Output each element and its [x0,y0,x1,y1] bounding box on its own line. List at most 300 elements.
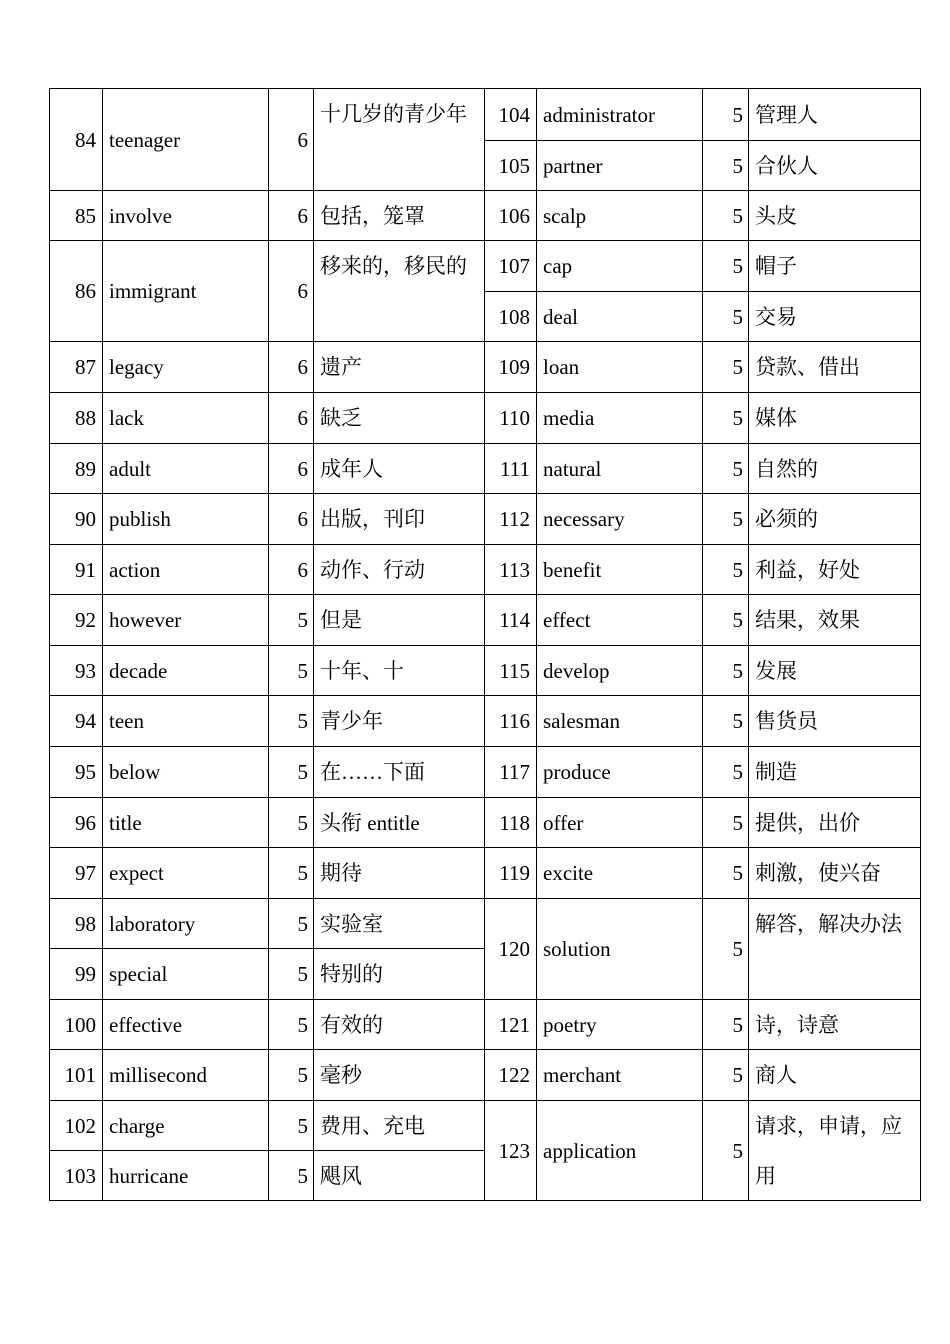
entry-word-text: adult [109,456,151,481]
entry-meaning [748,898,921,999]
entry-meaning-text: 动作、行动 [320,557,425,582]
entry-word [536,443,702,493]
entry-word [536,999,702,1049]
entry-number-text: 86 [75,279,96,303]
entry-frequency [268,240,313,341]
entry-frequency-text: 5 [732,557,743,582]
entry-meaning [748,88,921,140]
entry-frequency-text: 5 [732,937,743,961]
entry-frequency-text: 5 [732,153,743,178]
entry-word [536,544,702,594]
entry-meaning [313,392,484,443]
entry-meaning [748,240,921,291]
entry-word-text: merchant [543,1063,622,1087]
entry-number-text: 118 [499,810,530,835]
entry-number [49,898,102,948]
entry-word [536,341,702,392]
entry-number [49,695,102,746]
entry-meaning [748,190,921,240]
entry-number [49,190,102,240]
entry-word [536,291,702,341]
entry-number-text: 123 [498,1139,530,1163]
entry-number-text: 122 [498,1063,530,1087]
entry-meaning [748,797,921,847]
entry-frequency-text: 6 [297,203,308,228]
entry-word-text: effective [109,1012,183,1037]
entry-meaning-text: 费用、充电 [320,1113,425,1138]
entry-meaning-text: 有效的 [320,1012,383,1037]
entry-number [49,240,102,341]
entry-frequency-text: 5 [732,456,743,481]
entry-word [536,695,702,746]
entry-meaning-text: 媒体 [755,406,797,430]
entry-frequency [268,594,313,645]
entry-word [102,1100,268,1150]
entry-number-text: 95 [75,760,96,784]
entry-frequency [268,544,313,594]
entry-word-text: cap [543,254,573,278]
entry-number-text: 102 [64,1113,96,1138]
entry-meaning [313,493,484,544]
entry-word-text: application [543,1139,637,1163]
entry-word [536,847,702,898]
entry-word [102,645,268,695]
entry-number-text: 121 [498,1012,530,1037]
entry-frequency [702,443,748,493]
entry-number-text: 87 [75,355,96,379]
entry-number [484,493,536,544]
entry-word-text: lack [109,406,144,430]
entry-frequency-text: 5 [732,709,743,733]
entry-number-text: 90 [75,507,96,531]
entry-number [49,392,102,443]
entry-number [484,240,536,291]
entry-frequency [702,645,748,695]
entry-meaning [748,140,921,190]
entry-word-text: teenager [109,127,181,152]
entry-frequency [268,392,313,443]
entry-meaning [313,88,484,190]
entry-frequency [702,140,748,190]
entry-meaning-text: 合伙人 [755,153,818,178]
entry-meaning [313,746,484,797]
entry-meaning [748,695,921,746]
entry-word-text: teen [109,709,144,733]
entry-word [102,746,268,797]
entry-word [102,695,268,746]
entry-frequency-text: 5 [732,1063,743,1087]
entry-number-text: 109 [498,355,530,379]
entry-word [536,898,702,999]
entry-frequency [702,392,748,443]
entry-meaning [748,999,921,1049]
entry-word [536,190,702,240]
entry-frequency-text: 5 [297,608,308,632]
entry-frequency [702,695,748,746]
entry-number-text: 101 [64,1063,96,1087]
entry-number-text: 84 [75,127,96,152]
entry-meaning-text: 自然的 [755,456,818,481]
entry-meaning [313,544,484,594]
entry-meaning-text: 制造 [755,760,797,784]
entry-number [484,797,536,847]
entry-meaning [313,1100,484,1150]
entry-word-text: effect [543,608,591,632]
entry-number [484,594,536,645]
entry-number-text: 120 [498,937,530,961]
entry-frequency-text: 5 [732,355,743,379]
entry-frequency-text: 5 [732,1012,743,1037]
entry-frequency [268,1049,313,1100]
entry-word [102,544,268,594]
entry-number-text: 111 [500,456,530,481]
entry-meaning [748,645,921,695]
entry-frequency-text: 5 [297,1113,308,1138]
entry-number [49,645,102,695]
entry-number [484,999,536,1049]
entry-frequency [702,493,748,544]
entry-number [49,341,102,392]
entry-number-text: 92 [75,608,96,632]
entry-number [49,1049,102,1100]
entry-frequency-text: 5 [732,1139,743,1163]
entry-word [102,443,268,493]
entry-meaning [313,594,484,645]
entry-number [484,392,536,443]
entry-number-text: 119 [499,861,530,885]
entry-number [49,493,102,544]
entry-word [102,847,268,898]
entry-number [49,1100,102,1150]
entry-meaning-text: 头衔 entitle [320,810,420,835]
entry-frequency [702,847,748,898]
entry-number-text: 104 [498,102,530,127]
entry-word [102,797,268,847]
entry-word [536,493,702,544]
entry-word-text: administrator [543,102,655,127]
entry-word [102,493,268,544]
entry-meaning-text: 刺激，使兴奋 [755,861,881,885]
entry-number [49,948,102,999]
entry-frequency-text: 6 [297,279,308,303]
entry-meaning-text: 必须的 [755,507,818,531]
entry-number [49,1150,102,1201]
entry-word-text: expect [109,861,164,885]
entry-meaning [748,847,921,898]
entry-number [484,88,536,140]
entry-frequency-text: 6 [297,507,308,531]
entry-number [49,443,102,493]
entry-number-text: 96 [75,810,96,835]
entry-meaning-text: 移来的，移民的 [320,254,467,278]
entry-frequency-text: 5 [732,658,743,683]
entry-word [536,1049,702,1100]
entry-frequency [702,88,748,140]
entry-meaning [748,594,921,645]
entry-word-text: decade [109,658,168,683]
entry-number [49,999,102,1049]
entry-word [102,594,268,645]
entry-word-text: poetry [543,1012,597,1037]
entry-word-text: special [109,962,168,986]
entry-meaning [313,240,484,341]
entry-meaning-text: 期待 [320,861,362,885]
entry-frequency-text: 5 [732,810,743,835]
entry-meaning [313,797,484,847]
entry-word-text: below [109,760,161,784]
entry-meaning-text: 管理人 [755,102,818,127]
entry-meaning-text: 实验室 [320,911,383,936]
entry-meaning [313,948,484,999]
entry-word [536,240,702,291]
entry-number [49,797,102,847]
entry-number-text: 105 [498,153,530,178]
entry-number [484,291,536,341]
entry-frequency [268,493,313,544]
entry-meaning-text: 诗，诗意 [755,1012,839,1037]
entry-number [49,88,102,190]
entry-word-text: develop [543,658,610,683]
entry-word-text: immigrant [109,279,197,303]
entry-frequency-text: 5 [732,102,743,127]
entry-meaning-text: 遗产 [320,355,362,379]
entry-meaning [748,1049,921,1100]
entry-meaning [748,544,921,594]
entry-word-text: media [543,406,595,430]
entry-frequency-text: 5 [732,507,743,531]
entry-number-text: 94 [75,709,96,733]
entry-frequency [702,341,748,392]
entry-frequency-text: 5 [297,911,308,936]
entry-number-text: 100 [64,1012,96,1037]
entry-word [536,88,702,140]
entry-frequency-text: 5 [732,406,743,430]
entry-number [49,594,102,645]
entry-meaning-text: 帽子 [755,254,797,278]
entry-meaning-text: 成年人 [320,456,383,481]
entry-number [484,746,536,797]
entry-number-text: 113 [499,557,530,582]
entry-meaning [313,695,484,746]
entry-word [102,1049,268,1100]
entry-number [484,443,536,493]
entry-word [102,898,268,948]
entry-meaning [313,190,484,240]
entry-frequency-text: 5 [732,608,743,632]
entry-word-text: loan [543,355,580,379]
entry-frequency-text: 6 [297,127,308,152]
entry-meaning [313,1150,484,1201]
entry-meaning [748,1100,921,1201]
entry-meaning [313,847,484,898]
entry-word-text: necessary [543,507,625,531]
entry-meaning [748,493,921,544]
entry-word-text: involve [109,203,172,228]
entry-number [49,746,102,797]
entry-meaning-text: 请求，申请，应用 [755,1114,902,1188]
entry-frequency [268,797,313,847]
entry-frequency-text: 5 [297,760,308,784]
entry-number-text: 85 [75,203,96,228]
entry-meaning-text: 贷款、借出 [755,355,860,379]
entry-meaning [748,291,921,341]
entry-number-text: 98 [75,911,96,936]
entry-meaning [748,392,921,443]
entry-word [102,392,268,443]
entry-word [102,88,268,190]
entry-frequency-text: 5 [732,254,743,278]
entry-number [484,1049,536,1100]
entry-frequency [268,999,313,1049]
entry-meaning [748,443,921,493]
entry-number-text: 89 [75,456,96,481]
entry-number [484,898,536,999]
entry-frequency-text: 5 [297,861,308,885]
entry-frequency [702,544,748,594]
entry-frequency [702,999,748,1049]
entry-meaning-text: 解答，解决办法 [755,912,902,936]
entry-frequency [268,695,313,746]
entry-word-text: offer [543,810,584,835]
entry-meaning-text: 在……下面 [320,760,425,784]
entry-frequency-text: 5 [297,962,308,986]
entry-meaning-text: 但是 [320,608,362,632]
entry-frequency [702,898,748,999]
entry-number-text: 88 [75,406,96,430]
entry-meaning-text: 商人 [755,1063,797,1087]
entry-meaning-text: 交易 [755,304,797,329]
entry-number-text: 116 [499,709,530,733]
entry-word [536,392,702,443]
entry-number-text: 110 [499,406,530,430]
entry-meaning-text: 毫秒 [320,1063,362,1087]
entry-frequency-text: 5 [297,1012,308,1037]
entry-frequency-text: 5 [732,203,743,228]
entry-number-text: 114 [499,608,530,632]
entry-word [536,594,702,645]
entry-frequency [268,1150,313,1201]
entry-frequency [268,443,313,493]
vocabulary-table [49,88,921,1201]
entry-frequency-text: 6 [297,456,308,481]
entry-frequency [268,341,313,392]
entry-meaning [313,645,484,695]
entry-word [536,1100,702,1201]
entry-frequency [268,88,313,190]
entry-word [102,1150,268,1201]
entry-frequency [268,645,313,695]
entry-word-text: produce [543,760,611,784]
entry-meaning-text: 十年、十 [320,658,404,683]
entry-frequency [702,746,748,797]
entry-meaning [313,443,484,493]
entry-meaning [313,1049,484,1100]
entry-frequency [702,797,748,847]
entry-word [102,240,268,341]
entry-number [484,341,536,392]
entry-frequency [268,746,313,797]
entry-meaning-text: 发展 [755,658,797,683]
entry-frequency [268,1100,313,1150]
entry-word-text: salesman [543,709,620,733]
entry-frequency-text: 6 [297,557,308,582]
entry-word [536,797,702,847]
entry-word-text: hurricane [109,1164,189,1188]
entry-frequency [268,948,313,999]
entry-word-text: deal [543,304,578,329]
entry-frequency [268,898,313,948]
entry-number-text: 99 [75,962,96,986]
entry-frequency-text: 5 [297,658,308,683]
entry-word-text: action [109,557,161,582]
entry-meaning-text: 十几岁的青少年 [320,102,467,126]
entry-frequency-text: 5 [732,304,743,329]
entry-word [102,999,268,1049]
entry-number [484,1100,536,1201]
entry-word-text: laboratory [109,911,196,936]
entry-frequency-text: 5 [732,861,743,885]
entry-meaning [313,898,484,948]
entry-meaning-text: 提供，出价 [755,810,860,835]
entry-frequency [702,1100,748,1201]
entry-meaning-text: 飓风 [320,1164,362,1188]
entry-frequency [268,190,313,240]
entry-meaning-text: 结果，效果 [755,608,860,632]
entry-meaning [313,341,484,392]
entry-number [484,544,536,594]
entry-word [536,140,702,190]
entry-word-text: however [109,608,182,632]
entry-word-text: charge [109,1113,165,1138]
entry-frequency-text: 5 [732,760,743,784]
entry-number-text: 107 [498,254,530,278]
entry-number-text: 93 [75,658,96,683]
entry-meaning-text: 售货员 [755,709,818,733]
entry-number [484,847,536,898]
entry-number-text: 115 [499,658,530,683]
entry-meaning-text: 出版，刊印 [320,507,425,531]
entry-frequency [702,240,748,291]
entry-number-text: 103 [64,1164,96,1188]
entry-number [49,544,102,594]
entry-meaning-text: 利益，好处 [755,557,860,582]
entry-word-text: solution [543,937,611,961]
entry-number [484,645,536,695]
entry-number-text: 106 [498,203,530,228]
entry-word-text: title [109,810,142,835]
entry-meaning [748,341,921,392]
entry-word-text: natural [543,456,602,481]
entry-word [102,190,268,240]
entry-word-text: scalp [543,203,587,228]
entry-frequency-text: 5 [297,1063,308,1087]
entry-number [484,190,536,240]
entry-frequency-text: 5 [297,810,308,835]
entry-meaning-text: 特别的 [320,962,383,986]
entry-frequency [702,190,748,240]
entry-number-text: 97 [75,861,96,885]
entry-meaning-text: 头皮 [755,203,797,228]
entry-meaning-text: 包括，笼罩 [320,203,425,228]
entry-frequency [702,1049,748,1100]
entry-meaning-text: 青少年 [320,709,383,733]
entry-word-text: legacy [109,355,164,379]
entry-meaning [313,999,484,1049]
entry-frequency-text: 5 [297,709,308,733]
entry-frequency [702,594,748,645]
entry-meaning-text: 缺乏 [320,406,362,430]
entry-number [49,847,102,898]
